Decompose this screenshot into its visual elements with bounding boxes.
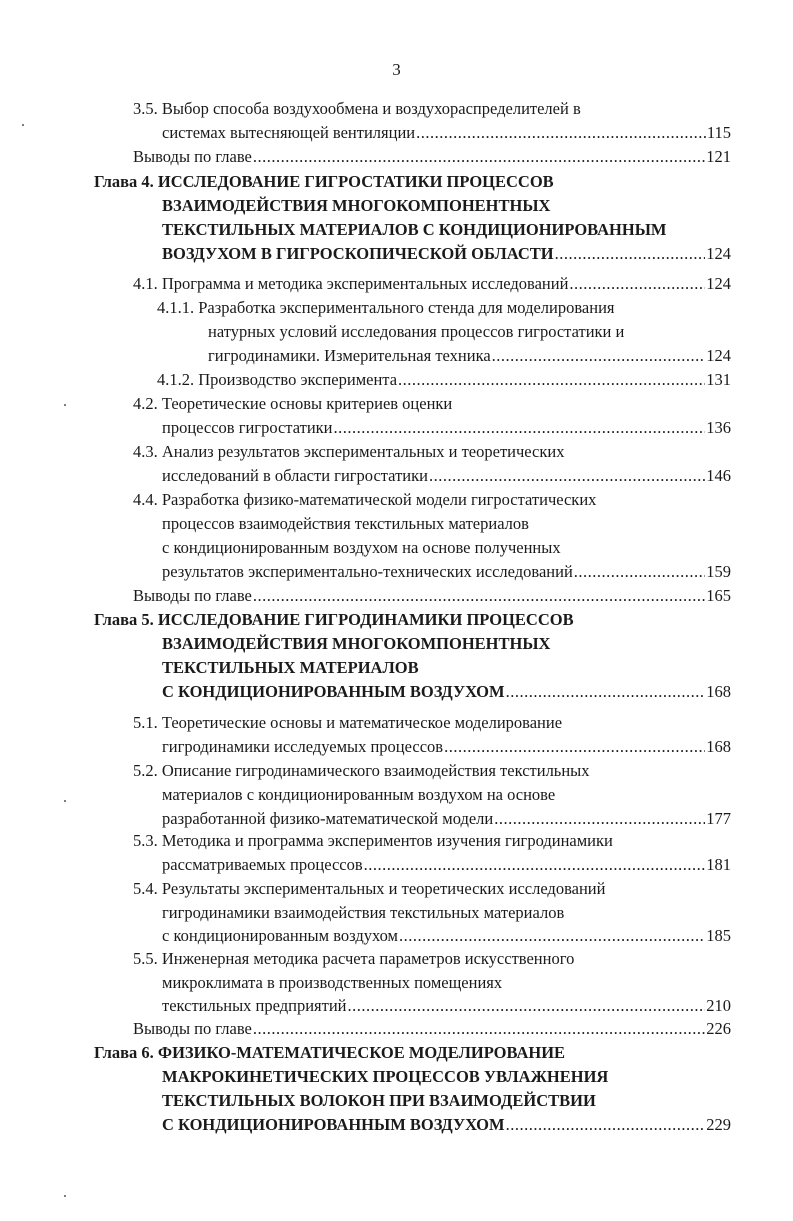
- toc-page-number: 181: [706, 855, 731, 874]
- chapter-heading-line: [162, 1113, 731, 1137]
- chapter-heading-title: С КОНДИЦИОНИРОВАННЫМ ВОЗДУХОМ: [162, 1115, 505, 1134]
- leader-dots: [399, 924, 705, 948]
- toc-entry-title: с кондиционированным воздухом: [162, 926, 399, 945]
- toc-entry-line: гигродинамики взаимодействия текстильных материалов: [162, 903, 565, 922]
- chapter-heading-line: Глава 5. ИССЛЕДОВАНИЕ ГИГРОДИНАМИКИ ПРОЦЕССОВ: [94, 610, 574, 629]
- toc-entry-line: 5.4. Результаты экспериментальных и теоретических исследований: [133, 879, 606, 898]
- toc-page-number: 146: [706, 466, 731, 485]
- toc-entry-line: [162, 735, 731, 759]
- toc-entry-title: Выводы по главе: [133, 1019, 252, 1038]
- toc-entry-line: 4.1.1. Разработка экспериментального стенда для моделирования: [157, 298, 615, 317]
- toc-entry-line: [133, 584, 731, 608]
- toc-entry-line: 4.3. Анализ результатов экспериментальных и теоретических: [133, 442, 565, 461]
- toc-entry-title: 4.1. Программа и методика экспериментальных исследований: [133, 274, 569, 293]
- toc-entry-line: 4.2. Теоретические основы критериев оценки: [133, 394, 453, 413]
- toc-page-number: 165: [706, 586, 731, 605]
- toc-entry-title: процессов гигростатики: [162, 418, 333, 437]
- chapter-heading-line: МАКРОКИНЕТИЧЕСКИХ ПРОЦЕССОВ УВЛАЖНЕНИЯ: [162, 1067, 609, 1086]
- leader-dots: [334, 416, 706, 440]
- toc-entry-line: [162, 924, 731, 948]
- toc-page-number: 159: [706, 562, 731, 581]
- scan-speck: [22, 124, 24, 126]
- leader-dots: [348, 994, 706, 1018]
- toc-entry-line: [133, 1017, 731, 1041]
- toc-entry-line: с кондиционированным воздухом на основе полученных: [162, 538, 561, 557]
- toc-entry-line: [162, 807, 731, 831]
- toc-entry-line: 5.2. Описание гигродинамического взаимодействия текстильных: [133, 761, 590, 780]
- toc-entry-line: [162, 853, 731, 877]
- chapter-heading-line: Глава 4. ИССЛЕДОВАНИЕ ГИГРОСТАТИКИ ПРОЦЕССОВ: [94, 172, 554, 191]
- toc-entry-line: 4.4. Разработка физико-математической модели гигростатических: [133, 490, 597, 509]
- scan-speck: [64, 800, 66, 802]
- toc-page-number: 168: [706, 682, 731, 701]
- leader-dots: [416, 121, 706, 145]
- toc-entry-line: материалов с кондиционированным воздухом на основе: [162, 785, 556, 804]
- toc-entry-line: [162, 464, 731, 488]
- toc-page-number: 124: [706, 244, 731, 263]
- toc-entry-line: процессов взаимодействия текстильных материалов: [162, 514, 529, 533]
- chapter-heading-line: ВЗАИМОДЕЙСТВИЯ МНОГОКОМПОНЕНТНЫХ: [162, 634, 551, 653]
- scan-speck: [64, 1195, 66, 1197]
- toc-entry-title: системах вытесняющей вентиляции: [162, 123, 416, 142]
- leader-dots: [398, 368, 705, 392]
- toc-entry-title: результатов экспериментально-технических исследований: [162, 562, 573, 581]
- toc-entry-line: [133, 145, 731, 169]
- chapter-heading-line: [162, 242, 731, 266]
- leader-dots: [506, 680, 706, 704]
- chapter-heading-line: ВЗАИМОДЕЙСТВИЯ МНОГОКОМПОНЕНТНЫХ: [162, 196, 551, 215]
- chapter-heading-title: ВОЗДУХОМ В ГИГРОСКОПИЧЕСКОЙ ОБЛАСТИ: [162, 244, 554, 263]
- chapter-heading-line: ТЕКСТИЛЬНЫХ ВОЛОКОН ПРИ ВЗАИМОДЕЙСТВИИ: [162, 1091, 596, 1110]
- toc-entry-title: 4.1.2. Производство эксперимента: [157, 370, 398, 389]
- page-number: 3: [392, 60, 401, 79]
- toc-entry-line: [157, 368, 731, 392]
- toc-entry-line: [162, 560, 731, 584]
- chapter-heading-title: С КОНДИЦИОНИРОВАННЫМ ВОЗДУХОМ: [162, 682, 505, 701]
- toc-entry-line: микроклимата в производственных помещениях: [162, 973, 503, 992]
- toc-entry-title: гигродинамики. Измерительная техника: [208, 346, 491, 365]
- toc-page-number: 136: [706, 418, 731, 437]
- leader-dots: [494, 807, 705, 831]
- chapter-heading-line: [162, 680, 731, 704]
- leader-dots: [429, 464, 705, 488]
- leader-dots: [253, 1017, 705, 1041]
- leader-dots: [492, 344, 706, 368]
- toc-entry-title: текстильных предприятий: [162, 996, 347, 1015]
- toc-page-number: 124: [706, 346, 731, 365]
- leader-dots: [253, 145, 705, 169]
- toc-entry-title: Выводы по главе: [133, 147, 252, 166]
- leader-dots: [555, 242, 706, 266]
- toc-entry-line: [133, 272, 731, 296]
- toc-entry-title: исследований в области гигростатики: [162, 466, 428, 485]
- toc-entry-line: натурных условий исследования процессов гигростатики и: [208, 322, 625, 341]
- toc-page-number: 229: [706, 1115, 731, 1134]
- toc-page-number: 115: [706, 123, 731, 142]
- toc-entry-line: 3.5. Выбор способа воздухообмена и воздухораспределителей в: [133, 99, 581, 118]
- toc-entry-title: рассматриваемых процессов: [162, 855, 363, 874]
- leader-dots: [364, 853, 706, 877]
- toc-entry-title: разработанной физико-математической модели: [162, 809, 494, 828]
- toc-page-number: 124: [706, 274, 731, 293]
- toc-entry-title: Выводы по главе: [133, 586, 252, 605]
- toc-entry-line: [162, 416, 731, 440]
- chapter-heading-line: ТЕКСТИЛЬНЫХ МАТЕРИАЛОВ С КОНДИЦИОНИРОВАННЫМ: [162, 220, 667, 239]
- toc-entry-line: 5.3. Методика и программа экспериментов изучения гигродинамики: [133, 831, 613, 850]
- toc-page-number: 226: [706, 1019, 731, 1038]
- scan-speck: [64, 404, 66, 406]
- toc-page-number: 177: [706, 809, 731, 828]
- leader-dots: [569, 272, 705, 296]
- leader-dots: [253, 584, 705, 608]
- toc-entry-line: [162, 994, 731, 1018]
- toc-entry-line: [208, 344, 731, 368]
- chapter-heading-line: ТЕКСТИЛЬНЫХ МАТЕРИАЛОВ: [162, 658, 419, 677]
- chapter-heading-line: Глава 6. ФИЗИКО-МАТЕМАТИЧЕСКОЕ МОДЕЛИРОВАНИЕ: [94, 1043, 566, 1062]
- toc-entry-line: 5.1. Теоретические основы и математическое моделирование: [133, 713, 563, 732]
- leader-dots: [444, 735, 705, 759]
- leader-dots: [574, 560, 705, 584]
- toc-entry-line: [162, 121, 731, 145]
- toc-entry-title: гигродинамики исследуемых процессов: [162, 737, 444, 756]
- toc-page-number: 210: [706, 996, 731, 1015]
- toc-page-number: 131: [706, 370, 731, 389]
- toc-page-number: 168: [706, 737, 731, 756]
- toc-page-number: 121: [706, 147, 731, 166]
- toc-entry-line: 5.5. Инженерная методика расчета параметров искусственного: [133, 949, 575, 968]
- leader-dots: [506, 1113, 706, 1137]
- toc-page-number: 185: [706, 926, 731, 945]
